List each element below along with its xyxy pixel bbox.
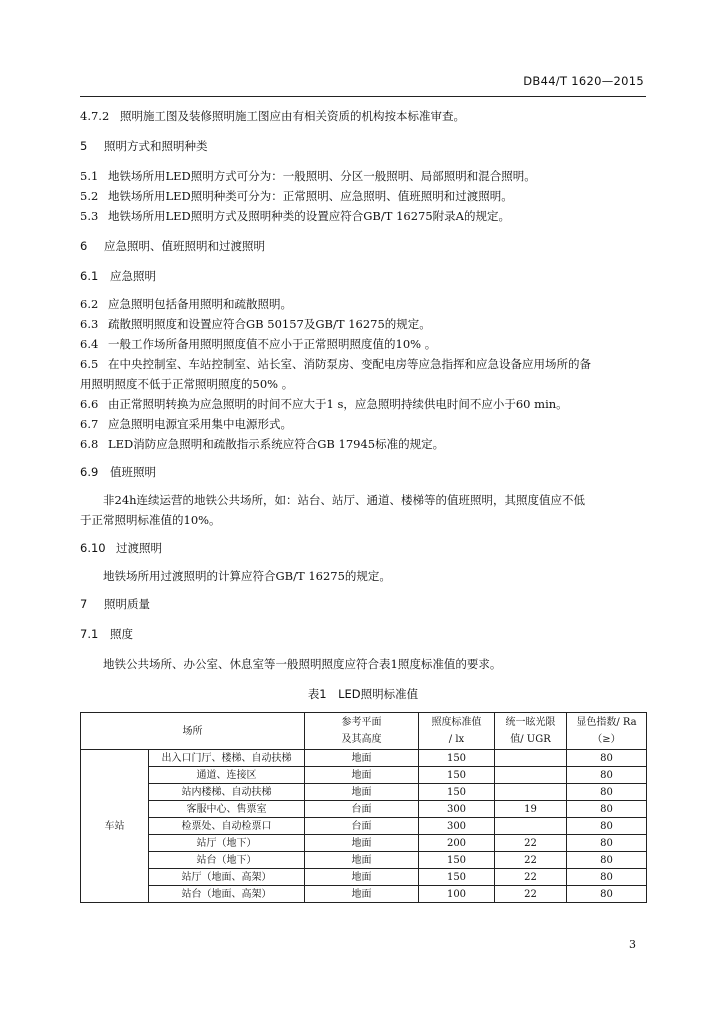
led-lighting-standard-table [80,712,647,903]
cell-ugr: 19 [495,801,567,818]
clause-text: 地铁场所用LED照明方式可分为：一般照明、分区一般照明、局部照明和混合照明。 [108,169,536,183]
table-row [81,852,647,869]
clause-text: 一般工作场所备用照明照度值不应小于正常照明照度值的10% 。 [108,337,437,351]
section-title: 照明质量 [104,597,150,611]
table-row [81,835,647,852]
clause-number: 6.6 [80,397,99,411]
section-title: 应急照明 [110,269,156,283]
cell-ugr [495,818,567,835]
clause-6-2 [80,294,646,314]
cell-ra: 80 [567,869,647,886]
table-row [81,767,647,784]
clause-number: 4.7.2 [80,109,110,123]
cell-place: 站台（地下） [149,852,305,869]
clause-text: 地铁场所用LED照明种类可分为：正常照明、应急照明、值班照明和过渡照明。 [108,189,513,203]
header-ra [567,713,647,750]
clause-5-3 [80,206,646,226]
clause-number: 5.2 [80,189,99,203]
section-title: 值班照明 [110,465,156,479]
cell-lux: 150 [419,784,495,801]
cell-plane: 台面 [305,818,419,835]
cell-lux: 300 [419,801,495,818]
table-header-row [81,713,647,750]
cell-ugr: 22 [495,835,567,852]
cell-ugr: 22 [495,886,567,903]
cell-lux: 150 [419,750,495,767]
section-title: 照度 [110,627,133,641]
cell-plane: 地面 [305,767,419,784]
clause-6-7 [80,414,646,434]
cell-lux: 300 [419,818,495,835]
clause-number: 5.3 [80,209,99,223]
header-illuminance [419,713,495,750]
table-caption: 表1 LED照明标准值 [307,687,419,701]
header-place: 场所 [81,713,305,750]
section-number: 6.9 [80,465,99,479]
clause-text: LED消防应急照明和疏散指示系统应符合GB 17945标准的规定。 [108,437,445,451]
section-title: 照明方式和照明种类 [104,139,208,153]
cell-place: 站内楼梯、自动扶梯 [149,784,305,801]
paragraph-6-9: 非24h连续运营的地铁公共场所，如：站台、站厅、通道、楼梯等的值班照明，其照度值应不低 [103,493,586,507]
cell-ra: 80 [567,767,647,784]
section-6-9-heading [80,462,646,482]
section-6-1-heading [80,266,646,286]
clause-number: 5.1 [80,169,99,183]
cell-lux: 200 [419,835,495,852]
header-text: 及其高度 [341,734,382,745]
cell-lux: 150 [419,869,495,886]
table-row [81,869,647,886]
table-row [81,750,647,767]
clause-6-5-continuation: 用照明照度不低于正常照明照度的50% 。 [80,377,294,391]
cell-plane: 地面 [305,886,419,903]
clause-number: 6.8 [80,437,99,451]
clause-text: 应急照明包括备用照明和疏散照明。 [108,297,292,311]
cell-ugr: 22 [495,852,567,869]
section-number: 6 [80,239,88,253]
cell-ugr [495,767,567,784]
clause-5-1 [80,166,646,186]
cell-lux: 100 [419,886,495,903]
cell-place: 站台（地面、高架） [149,886,305,903]
header-text: 照度标准值 [431,717,482,728]
cell-ra: 80 [567,818,647,835]
cell-ra: 80 [567,835,647,852]
clause-6-8 [80,434,646,454]
cell-place: 站厅（地面、高架） [149,869,305,886]
clause-number: 6.7 [80,417,99,431]
page-number: 3 [629,938,636,951]
clause-text: 疏散照明照度和设置应符合GB 50157及GB/T 16275的规定。 [108,317,431,331]
clause-text: 地铁场所用LED照明方式及照明种类的设置应符合GB/T 16275附录A的规定。 [108,209,510,223]
header-reference-plane [305,713,419,750]
section-number: 6.10 [80,541,106,555]
clause-number: 6.3 [80,317,99,331]
table-row [81,886,647,903]
header-rule [80,96,646,97]
cell-ugr [495,784,567,801]
section-7-1-heading [80,624,646,644]
group-cell: 车站 [81,750,149,903]
header-text: （≥） [592,734,621,745]
section-6-heading [80,236,646,256]
clause-6-5 [80,354,646,374]
cell-ra: 80 [567,852,647,869]
cell-place: 检票处、自动检票口 [149,818,305,835]
clause-text: 应急照明电源宜采用集中电源形式。 [108,417,292,431]
section-number: 7.1 [80,627,99,641]
cell-ra: 80 [567,750,647,767]
clause-6-6 [80,394,646,414]
section-title: 应急照明、值班照明和过渡照明 [104,239,265,253]
clause-5-2 [80,186,646,206]
cell-plane: 台面 [305,801,419,818]
section-7-heading [80,594,646,614]
cell-lux: 150 [419,767,495,784]
cell-ra: 80 [567,801,647,818]
cell-ra: 80 [567,784,647,801]
cell-lux: 150 [419,852,495,869]
header-text: 值/ UGR [510,734,551,745]
cell-place: 通道、连接区 [149,767,305,784]
header-text: 统一眩光限 [505,717,556,728]
clause-number: 6.5 [80,357,99,371]
cell-place: 站厅（地下） [149,835,305,852]
cell-plane: 地面 [305,784,419,801]
table-row [81,801,647,818]
section-6-10-heading [80,538,646,558]
cell-plane: 地面 [305,835,419,852]
paragraph-6-10: 地铁场所用过渡照明的计算应符合GB/T 16275的规定。 [103,569,391,583]
paragraph-6-9-continuation: 于正常照明标准值的10%。 [80,513,221,527]
clause-text: 在中央控制室、车站控制室、站长室、消防泵房、变配电房等应急指挥和应急设备应用场所的备 [108,357,591,371]
header-text: 显色指数/ Ra [576,717,637,728]
clause-text: 由正常照明转换为应急照明的时间不应大于1 s，应急照明持续供电时间不应小于60 min。 [108,397,568,411]
cell-plane: 地面 [305,852,419,869]
cell-plane: 地面 [305,869,419,886]
cell-place: 客服中心、售票室 [149,801,305,818]
table-body [81,750,647,903]
table-row [81,818,647,835]
document-body [80,106,646,903]
header-text: 参考平面 [341,717,382,728]
clause-number: 6.4 [80,337,99,351]
section-number: 5 [80,139,88,153]
clause-6-3 [80,314,646,334]
section-title: 过渡照明 [116,541,162,555]
cell-ugr [495,750,567,767]
clause-number: 6.2 [80,297,99,311]
paragraph-7-1: 地铁公共场所、办公室、休息室等一般照明照度应符合表1照度标准值的要求。 [103,657,502,671]
clause-text: 照明施工图及装修照明施工图应由有相关资质的机构按本标准审查。 [120,109,465,123]
table-row [81,784,647,801]
header-ugr [495,713,567,750]
header-text: / lx [448,734,465,745]
cell-place: 出入口门厅、楼梯、自动扶梯 [149,750,305,767]
cell-ra: 80 [567,886,647,903]
cell-ugr: 22 [495,869,567,886]
clause-6-4 [80,334,646,354]
section-number: 7 [80,597,88,611]
section-5-heading [80,136,646,156]
section-number: 6.1 [80,269,99,283]
cell-plane: 地面 [305,750,419,767]
clause-4-7-2 [80,106,646,126]
document-header-code: DB44/T 1620—2015 [523,74,644,88]
